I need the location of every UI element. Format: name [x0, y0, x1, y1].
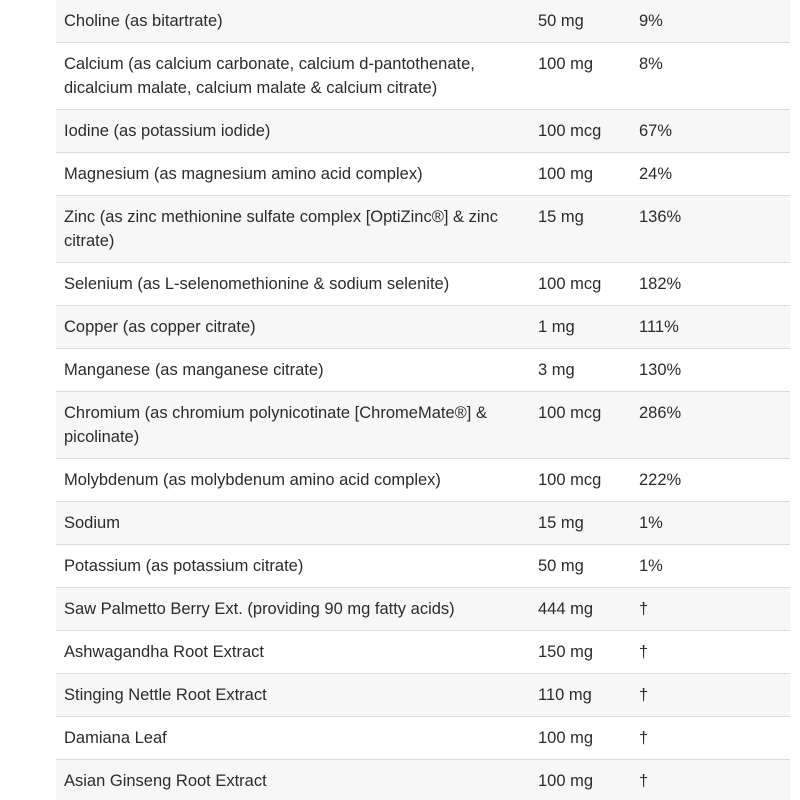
ingredient-amount: 100 mcg: [529, 392, 630, 459]
ingredient-amount: 15 mg: [529, 196, 630, 263]
ingredient-amount: 100 mcg: [529, 263, 630, 306]
table-row: [56, 588, 790, 631]
ingredient-name: Zinc (as zinc methionine sulfate complex [OptiZinc®] & zinc citrate): [56, 196, 529, 263]
table-row: [56, 631, 790, 674]
ingredient-amount: 110 mg: [529, 674, 630, 717]
daily-value: †: [630, 717, 790, 760]
ingredient-amount: 100 mg: [529, 43, 630, 110]
ingredient-name: Copper (as copper citrate): [56, 306, 529, 349]
ingredient-name: Manganese (as manganese citrate): [56, 349, 529, 392]
ingredient-amount: 1 mg: [529, 306, 630, 349]
ingredient-name: Asian Ginseng Root Extract: [56, 760, 529, 800]
daily-value: 8%: [630, 43, 790, 110]
daily-value: †: [630, 760, 790, 800]
ingredient-amount: 100 mg: [529, 717, 630, 760]
table-row: [56, 196, 790, 263]
table-row: [56, 545, 790, 588]
table-row: [56, 110, 790, 153]
table-row: [56, 43, 790, 110]
ingredient-amount: 100 mcg: [529, 459, 630, 502]
daily-value: 222%: [630, 459, 790, 502]
ingredient-amount: 150 mg: [529, 631, 630, 674]
ingredient-name: Calcium (as calcium carbonate, calcium d-pantothenate, dicalcium malate, calcium malate & calcium citrate): [56, 43, 529, 110]
ingredient-amount: 100 mg: [529, 760, 630, 800]
ingredient-name: Damiana Leaf: [56, 717, 529, 760]
ingredient-name: Potassium (as potassium citrate): [56, 545, 529, 588]
daily-value: 9%: [630, 0, 790, 43]
table-row: [56, 459, 790, 502]
table-row: [56, 717, 790, 760]
ingredient-name: Choline (as bitartrate): [56, 0, 529, 43]
daily-value: 67%: [630, 110, 790, 153]
table-row: [56, 349, 790, 392]
ingredient-name: Chromium (as chromium polynicotinate [ChromeMate®] & picolinate): [56, 392, 529, 459]
daily-value: 182%: [630, 263, 790, 306]
table-row: [56, 502, 790, 545]
table-row: [56, 306, 790, 349]
ingredient-amount: 50 mg: [529, 545, 630, 588]
table-row: [56, 760, 790, 800]
daily-value: 1%: [630, 502, 790, 545]
ingredient-amount: 100 mg: [529, 153, 630, 196]
ingredient-amount: 100 mcg: [529, 110, 630, 153]
ingredient-name: Magnesium (as magnesium amino acid complex): [56, 153, 529, 196]
ingredient-name: Stinging Nettle Root Extract: [56, 674, 529, 717]
ingredient-amount: 15 mg: [529, 502, 630, 545]
ingredient-name: Saw Palmetto Berry Ext. (providing 90 mg fatty acids): [56, 588, 529, 631]
ingredient-name: Iodine (as potassium iodide): [56, 110, 529, 153]
ingredient-name: Selenium (as L-selenomethionine & sodium selenite): [56, 263, 529, 306]
table-row: [56, 153, 790, 196]
daily-value: 111%: [630, 306, 790, 349]
ingredient-name: Molybdenum (as molybdenum amino acid complex): [56, 459, 529, 502]
daily-value: 24%: [630, 153, 790, 196]
daily-value: 286%: [630, 392, 790, 459]
ingredient-amount: 50 mg: [529, 0, 630, 43]
daily-value: 130%: [630, 349, 790, 392]
ingredient-name: Sodium: [56, 502, 529, 545]
daily-value: †: [630, 631, 790, 674]
daily-value: 1%: [630, 545, 790, 588]
daily-value: 136%: [630, 196, 790, 263]
ingredient-name: Ashwagandha Root Extract: [56, 631, 529, 674]
ingredient-amount: 444 mg: [529, 588, 630, 631]
table-row: [56, 263, 790, 306]
daily-value: †: [630, 674, 790, 717]
supplement-facts-table: [56, 0, 790, 800]
table-row: [56, 392, 790, 459]
table-row: [56, 0, 790, 43]
daily-value: †: [630, 588, 790, 631]
table-row: [56, 674, 790, 717]
ingredient-amount: 3 mg: [529, 349, 630, 392]
